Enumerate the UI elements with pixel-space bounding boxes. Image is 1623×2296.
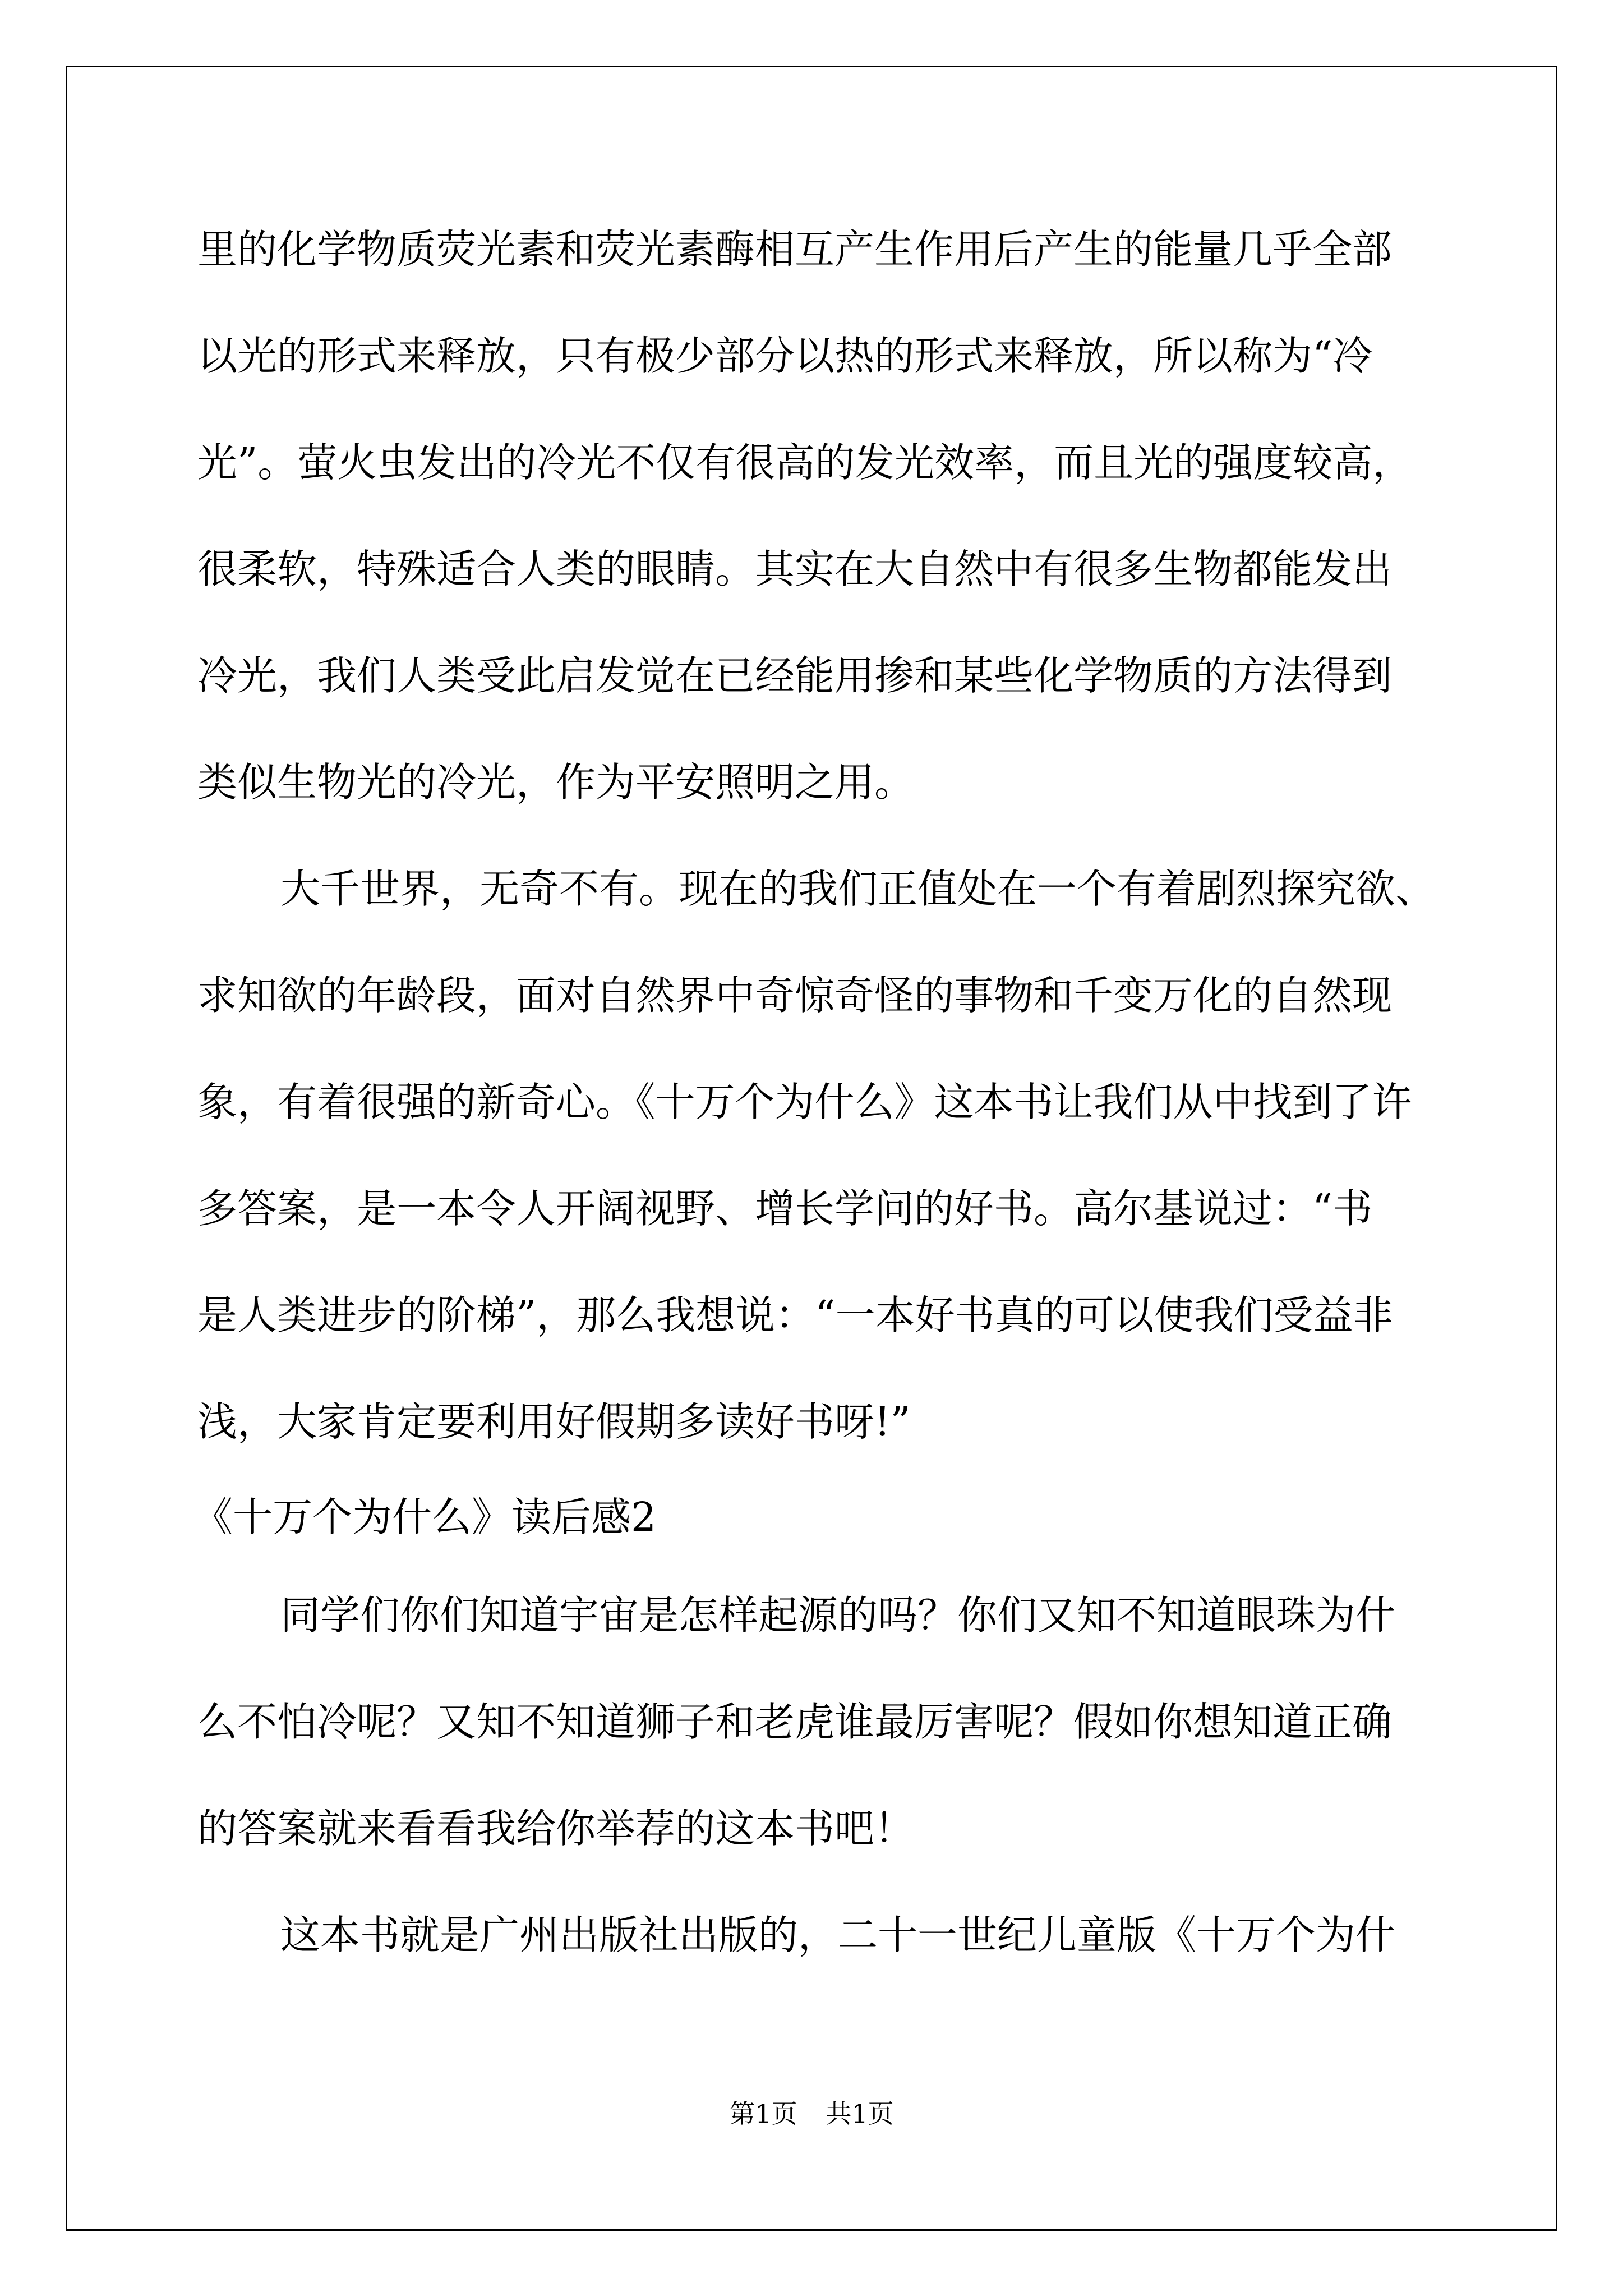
page-total: 共1页 — [826, 2099, 894, 2129]
page-border — [66, 66, 1557, 2231]
page-number: 第1页 — [729, 2099, 797, 2129]
paragraph-line: 浅，大家肯定要利用好假期多读好书呀!” — [197, 1398, 911, 1445]
paragraph-line: 么不怕冷呢？又知不知道狮子和老虎谁最厉害呢？假如你想知道正确 — [197, 1699, 1393, 1745]
paragraph-line: 冷光，我们人类受此启发觉在已经能用掺和某些化学物质的方法得到 — [197, 652, 1393, 699]
paragraph-line: 类似生物光的冷光，作为平安照明之用。 — [197, 759, 915, 806]
paragraph-line: 大千世界，无奇不有。现在的我们正值处在一个有着剧烈探究欲、 — [280, 866, 1436, 912]
paragraph-line: 以光的形式来释放，只有极少部分以热的形式来释放，所以称为“冷 — [197, 333, 1373, 379]
section-heading: 《十万个为什么》读后感2 — [193, 1494, 657, 1540]
paragraph-line: 求知欲的年龄段，面对自然界中奇惊奇怪的事物和千变万化的自然现 — [197, 972, 1393, 1019]
paragraph-line: 同学们你们知道宇宙是怎样起源的吗？你们又知不知道眼珠为什 — [280, 1592, 1396, 1639]
paragraph-line: 里的化学物质荧光素和荧光素酶相互产生作用后产生的能量几乎全部 — [197, 226, 1393, 273]
paragraph-line: 这本书就是广州出版社出版的，二十一世纪儿童版《十万个为什 — [280, 1912, 1396, 1958]
paragraph-line: 象，有着很强的新奇心。《十万个为什么》这本书让我们从中找到了许 — [197, 1079, 1412, 1125]
paragraph-line: 是人类进步的阶梯”，那么我想说：“一本好书真的可以使我们受益非 — [197, 1292, 1393, 1338]
paragraph-line: 光”。萤火虫发出的冷光不仅有很高的发光效率，而且光的强度较高， — [197, 439, 1413, 486]
paragraph-line: 的答案就来看看我给你举荐的这本书吧！ — [197, 1805, 915, 1852]
paragraph-line: 多答案，是一本令人开阔视野、增长学问的好书。高尔基说过：“书 — [197, 1185, 1373, 1232]
paragraph-line: 很柔软，特殊适合人类的眼睛。其实在大自然中有很多生物都能发出 — [197, 546, 1393, 592]
page-footer — [0, 2097, 1623, 2131]
